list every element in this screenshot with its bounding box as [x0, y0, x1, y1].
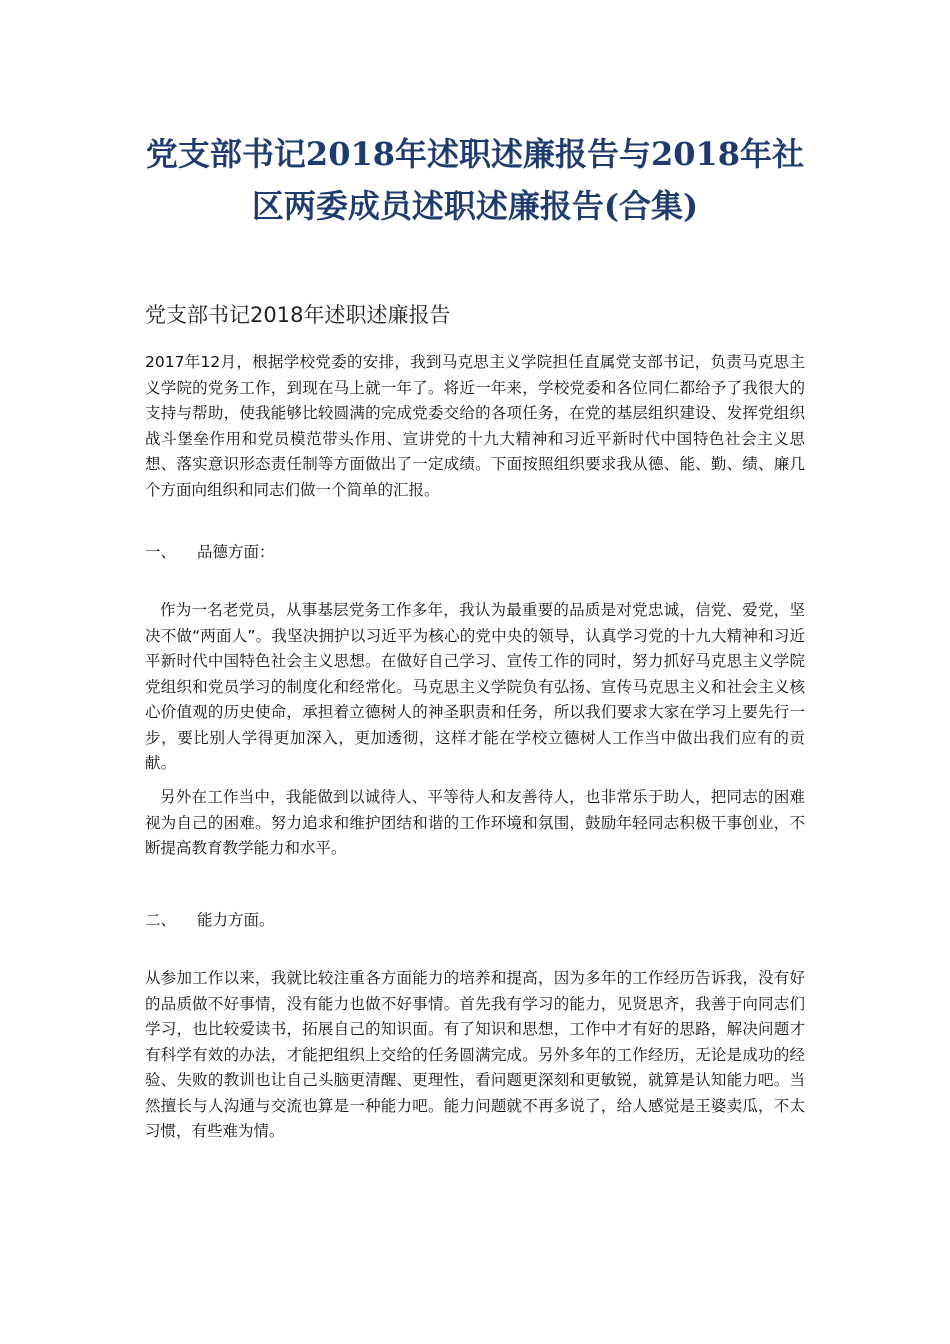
document-title-line-1: 党支部书记2018年述职述廉报告与2018年社 [145, 135, 805, 173]
subheading-number: 二、 [145, 911, 177, 929]
character-paragraph-2: 另外在工作当中，我能做到以诚待人、平等待人和友善待人，也非常乐于助人，把同志的困难视为自己的困难。努力追求和维护团结和谐的工作环境和氛围，鼓励年轻同志积极干事创业，不断提高教育教学能力和水平。 [145, 788, 805, 857]
subheading-number: 一、 [145, 543, 177, 561]
subheading-title: 品德方面： [197, 543, 275, 561]
section-heading: 党支部书记2018年述职述廉报告 [145, 303, 451, 327]
character-paragraph-1: 作为一名老党员，从事基层党务工作多年，我认为最重要的品质是对党忠诚，信党、爱党，坚决不做“两面人”。我坚决拥护以习近平为核心的党中央的领导，认真学习党的十九大精神和习近平新时代中国特色社会主义思想。在做好自己学习、宣传工作的同时，努力抓好马克思主义学院党组织和党员学习的制度化和经常化。马克思主义学院负有弘扬、宣传马克思主义和社会主义核心价值观的历史使命，承担着立德树人的神圣职责和任务，所以我们要求大家在学习上要先行一步，要比别人学得更加深入，更加透彻，这样才能在学校立德树人工作当中做出我们应有的贡献。 [145, 601, 805, 772]
document-title [130, 128, 820, 232]
document-title-line-2: 区两委成员述职述廉报告(合集) [251, 187, 699, 225]
subheading-title: 能力方面。 [197, 911, 275, 929]
subheading-ability [145, 908, 275, 933]
subheading-character [145, 540, 275, 565]
intro-paragraph: 2017年12月，根据学校党委的安排，我到马克思主义学院担任直属党支部书记，负责马克思主义学院的党务工作，到现在马上就一年了。将近一年来，学校党委和各位同仁都给予了我很大的支持与帮助，使我能够比较圆满的完成党委交给的各项任务，在党的基层组织建设、发挥党组织战斗堡垒作用和党员模范带头作用、宣讲党的十九大精神和习近平新时代中国特色社会主义思想、落实意识形态责任制等方面做出了一定成绩。下面按照组织要求我从德、能、勤、绩、廉几个方面向组织和同志们做一个简单的汇报。 [145, 353, 805, 499]
ability-paragraph: 从参加工作以来，我就比较注重各方面能力的培养和提高，因为多年的工作经历告诉我，没有好的品质做不好事情，没有能力也做不好事情。首先我有学习的能力，见贤思齐，我善于向同志们学习，也比较爱读书，拓展自己的知识面。有了知识和思想，工作中才有好的思路，解决问题才有科学有效的办法，才能把组织上交给的任务圆满完成。另外多年的工作经历，无论是成功的经验、失败的教训也让自己头脑更清醒、更理性，看问题更深刻和更敏锐，就算是认知能力吧。当然擅长与人沟通与交流也算是一种能力吧。能力问题就不再多说了，给人感觉是王婆卖瓜，不太习惯，有些难为情。 [145, 969, 805, 1140]
